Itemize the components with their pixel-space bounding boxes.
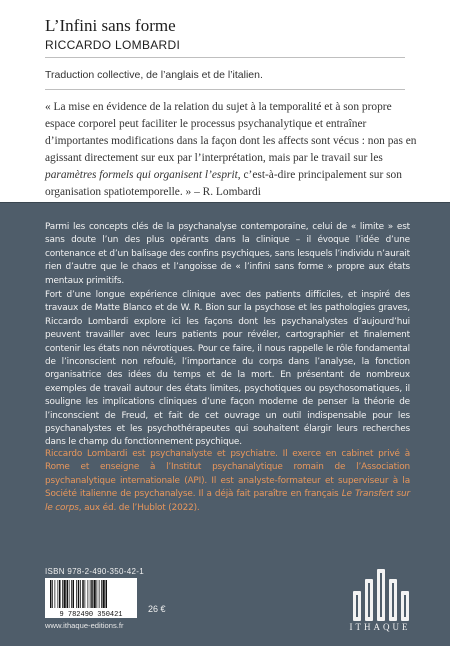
barcode-bar	[97, 580, 98, 608]
ithaque-columns-icon	[345, 563, 415, 623]
barcode-bar	[91, 580, 93, 608]
barcode-bar	[106, 580, 108, 608]
barcode-bar	[52, 580, 53, 608]
divider-bottom	[45, 89, 405, 90]
isbn-label: ISBN 978-2-490-350-42-1	[45, 567, 144, 576]
quote-text-end: , c’est-à-dire principalement sur son organisation spatiotemporelle. » – R. Lombardi	[45, 169, 402, 198]
publisher-name: ITHAQUE	[349, 622, 411, 632]
barcode-bar	[62, 580, 63, 608]
barcode-bar	[90, 580, 91, 608]
barcode-bar	[78, 580, 80, 608]
author-bio-book-title: Le Transfert sur le corps	[45, 489, 410, 513]
book-title: L’Infini sans forme	[45, 16, 176, 35]
barcode-bar	[101, 580, 102, 608]
barcode-digits: 9 782490 350421	[59, 611, 123, 618]
cover-header	[0, 0, 450, 202]
book-author: RICCARDO LOMBARDI	[45, 38, 181, 52]
barcode-bar	[82, 580, 84, 608]
barcode-bar	[64, 580, 66, 608]
barcode	[45, 578, 137, 618]
barcode-bar	[58, 580, 59, 608]
barcode-bar	[76, 580, 77, 608]
author-bio-text: Riccardo Lombardi est psychanalyste et psychiatre. Il exerce en cabinet privé à Rome et enseigne à l’Institut psychanalytique romain de l’Association psychanalytique internationale (API). Il est analyste-formateur et superviseur à la Société italienne de psychanalyse. Il a déjà fait paraître en français	[45, 449, 410, 500]
quote-text: « La mise en évidence de la relation du sujet à la temporalité et à son propre espace corporel peut faciliter le processus psychanalytique et entraîner d’importantes modifications dans la façon dont les affects sont vécus : non pas en agissant directement sur eux par l’interprétation, mais par le travail sur les	[45, 101, 417, 164]
barcode-bar	[69, 580, 70, 608]
divider-top	[45, 57, 405, 58]
barcode-bar	[50, 580, 52, 608]
barcode-bars	[45, 578, 137, 618]
barcode-bar	[80, 580, 81, 608]
barcode-bar	[73, 580, 75, 608]
barcode-bar	[71, 580, 72, 608]
barcode-bar	[88, 580, 89, 608]
barcode-bar	[55, 580, 56, 608]
description-paragraph-1: Parmi les concepts clés de la psychanalyse contemporaine, celui de « limite » est sans doute l’un des plus opérants dans la clinique – il évoque l’idée d’une contenance et d’un balisage des confins psychiques, sans lesquels l’individu n’aurait rien d’autre que le chaos et l’angoisse de « l’infini sans forme » propre aux états mentaux primitifs.	[45, 222, 410, 286]
author-bio	[45, 448, 410, 515]
translation-note: Traduction collective, de l’anglais et de l’italien.	[45, 69, 263, 81]
description-paragraph-2: Fort d’une longue expérience clinique avec des patients difficiles, et inspiré des travaux de Matte Blanco et de W. R. Bion sur la psychose et les pathologies graves, Riccardo Lombardi explore ici les façons dont les psychanalystes d’aujourd’hui peuvent travailler avec leurs patients pour révéler, cartographier et finalement contenir les états non névrotiques. Pour ce faire, il nous rappelle le rôle fondamental de l’inconscient non refoulé, l’importance du corps dans l’analyse, la fonction organisatrice des idées du temps et de la mort. En présentant de nombreux exemples de travail autour des états limites, psychotiques ou psychosomatiques, il souligne les implications cliniques d’une façon moderne de penser la théorie de l’inconscient de Freud, et fait de cet ouvrage un outil indispensable pour les psychanalystes et les psychothérapeutes qui souhaitent élargir leurs recherches dans le champ du fonctionnement psychique.	[45, 290, 410, 448]
author-quote	[45, 99, 417, 201]
barcode-bar	[103, 580, 105, 608]
barcode-bar	[67, 580, 69, 608]
quote-emphasis: paramètres formels qui organisent l’esprit	[45, 169, 238, 181]
barcode-bar	[99, 580, 100, 608]
website-link[interactable]: www.ithaque-editions.fr	[45, 621, 124, 630]
section-separator	[0, 202, 450, 203]
barcode-bar	[59, 580, 61, 608]
price: 26 €	[148, 604, 166, 614]
author-bio-text-end: , aux éd. de l’Hublot (2022).	[78, 502, 200, 513]
barcode-bar	[85, 580, 86, 608]
barcode-bar	[94, 580, 96, 608]
